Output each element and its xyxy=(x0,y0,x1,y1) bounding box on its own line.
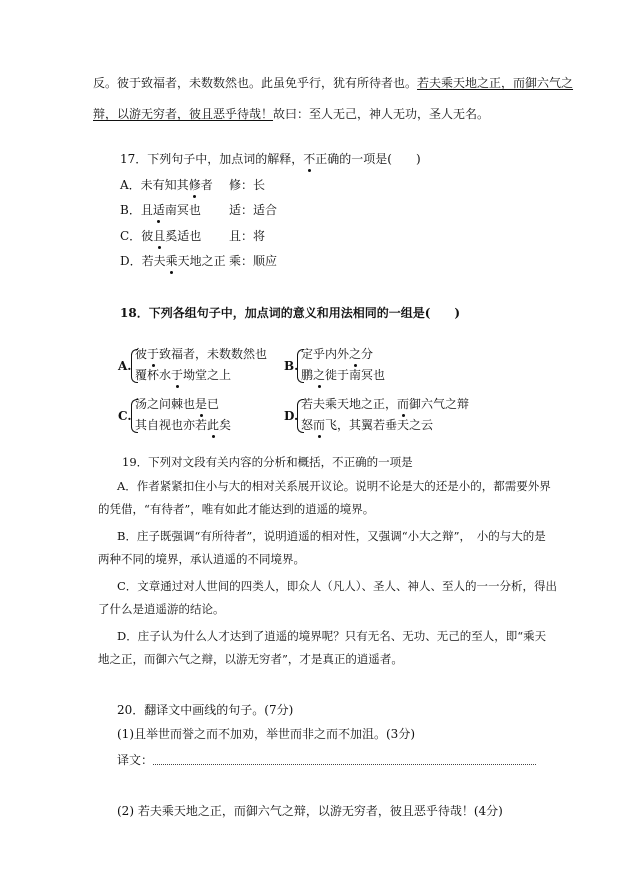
dotted-word: 而 xyxy=(397,397,410,411)
group-text: 彼 xyxy=(135,347,148,361)
passage-line-1 xyxy=(93,75,573,91)
q19-option-d-line-2: 地之正，而御六气之辩，以游无穷者”，才是真正的逍遥者。 xyxy=(98,652,403,666)
q19-option-b-line-1: B．庄子既强调“有所待者”，说明逍遥的相对性，又强调“小大之辩”， 小的与大的是 xyxy=(117,529,546,543)
option-text: 者 xyxy=(200,178,213,192)
q17-gloss-a: 修：长 xyxy=(229,178,266,192)
q18-group-d-letter: D. xyxy=(284,409,299,423)
q17-option-c xyxy=(120,228,201,244)
group-text: 汤之问棘也 xyxy=(135,397,196,411)
q20-stem: 20．翻译文中画线的句子。(7分) xyxy=(117,703,294,717)
option-label: A． xyxy=(120,178,141,192)
group-text: 怒 xyxy=(301,418,314,432)
passage-text: 故曰：至人无己，神人无功，圣人无名。 xyxy=(273,107,490,121)
q17-option-d xyxy=(120,253,226,269)
option-label: C． xyxy=(120,229,142,243)
option-text: 未有知其 xyxy=(140,178,189,192)
group-text: 飞，其翼若垂天之云 xyxy=(325,418,434,432)
q18-group-d-line-2 xyxy=(301,417,433,433)
underlined-sentence: 若夫乘天地之正，而御六气之 xyxy=(417,76,574,90)
dotted-word: 之 xyxy=(349,347,362,361)
q18-group-b-line-1 xyxy=(301,346,373,362)
q18-group-d-line-1 xyxy=(301,396,469,412)
q17-option-b xyxy=(120,202,201,218)
q17-option-a xyxy=(120,177,213,193)
dotted-word: 于 xyxy=(171,368,184,382)
option-text: 且 xyxy=(140,203,153,217)
q17-gloss-b: 适：适合 xyxy=(229,203,278,217)
option-text: 天地之正 xyxy=(177,254,226,268)
translation-answer-line[interactable] xyxy=(153,764,536,765)
group-text: 其自视也亦若 xyxy=(135,418,208,432)
underlined-sentence: 辩，以游无穷者，彼且恶乎待哉！ xyxy=(93,107,274,121)
group-text: 分 xyxy=(361,347,374,361)
dotted-word: 修 xyxy=(188,178,201,192)
group-text: 坳堂之上 xyxy=(183,368,232,382)
dotted-word: 于 xyxy=(147,347,160,361)
dotted-word: 是 xyxy=(195,397,208,411)
dotted-word: 乘 xyxy=(165,254,178,268)
q18-group-c-letter: C. xyxy=(118,409,132,423)
group-text: 定乎内外 xyxy=(301,347,350,361)
q18-stem: 18．下列各组句子中，加点词的意义和用法相同的一组是( ) xyxy=(120,306,461,320)
dotted-word: 且 xyxy=(153,229,166,243)
q18-group-c-line-1 xyxy=(135,396,219,412)
q17-gloss-c: 且：将 xyxy=(229,229,266,243)
group-text: 徙于南冥也 xyxy=(325,368,386,382)
q18-group-a-line-2 xyxy=(135,367,231,383)
passage-line-2 xyxy=(93,106,489,122)
option-label: D． xyxy=(120,254,142,268)
group-text: 已 xyxy=(207,397,220,411)
option-text: 奚适也 xyxy=(165,229,202,243)
passage-text: 反。彼于致福者，未数数然也。此虽免乎行，犹有所待者也。 xyxy=(93,76,418,90)
q19-stem: 19．下列对文段有关内容的分析和概括，不正确的一项是 xyxy=(122,455,413,469)
option-text: 若夫 xyxy=(141,254,166,268)
dotted-word: 适 xyxy=(152,203,165,217)
translation-label: 译文： xyxy=(117,753,154,767)
q18-group-b-line-2 xyxy=(301,367,385,383)
group-text: 御六气之辩 xyxy=(409,397,470,411)
q17-stem-text: 17．下列句子中，加点词的解释， xyxy=(120,152,304,166)
dotted-word: 之 xyxy=(313,368,326,382)
q18-group-b-letter: B. xyxy=(284,359,299,373)
q20-sentence-2: (2) 若夫乘天地之正，而御六气之辩，以游无穷者，彼且恶乎待哉！(4分) xyxy=(117,804,503,818)
dotted-word: 此 xyxy=(207,418,220,432)
q20-sentence-1: (1)且举世而誉之而不加劝，举世而非之而不加沮。(3分) xyxy=(117,727,415,741)
group-text: 矣 xyxy=(219,418,232,432)
option-text: 彼 xyxy=(141,229,154,243)
q19-option-c-line-1: C．文章通过对人世间的四类人，即众人（凡人）、圣人、神人、至人的一一分析，得出 xyxy=(117,579,558,593)
q18-group-a-letter: A. xyxy=(118,359,132,373)
q19-option-a-line-1: A．作者紧紧扣住小与大的相对关系展开议论。说明不论是大的还是小的，都需要外界 xyxy=(117,479,551,493)
option-text: 南冥也 xyxy=(164,203,201,217)
group-text: 若夫乘天地之正， xyxy=(301,397,398,411)
group-text: 致福者，未数数然也 xyxy=(159,347,268,361)
q17-gloss-d: 乘：顺应 xyxy=(229,254,278,268)
q19-option-d-line-1: D．庄子认为什么人才达到了逍遥的境界呢？只有无名、无功、无己的至人，即“乘天 xyxy=(117,629,547,643)
q17-stem-text: 正确的一项是( ) xyxy=(315,152,421,166)
q18-group-a-line-1 xyxy=(135,346,267,362)
q17-stem-dotted: 不 xyxy=(303,152,316,166)
q18-group-c-line-2 xyxy=(135,417,231,433)
dotted-word: 而 xyxy=(313,418,326,432)
option-label: B． xyxy=(120,203,141,217)
q19-option-c-line-2: 了什么是逍遥游的结论。 xyxy=(98,602,225,616)
group-text: 鹏 xyxy=(301,368,314,382)
q19-option-a-line-2: 的凭借，“有待者”，唯有如此才能达到的逍遥的境界。 xyxy=(98,502,375,516)
q17-stem xyxy=(120,151,421,167)
q19-option-b-line-2: 两种不同的境界，承认逍遥的不同境界。 xyxy=(98,552,305,566)
group-text: 覆杯水 xyxy=(135,368,172,382)
